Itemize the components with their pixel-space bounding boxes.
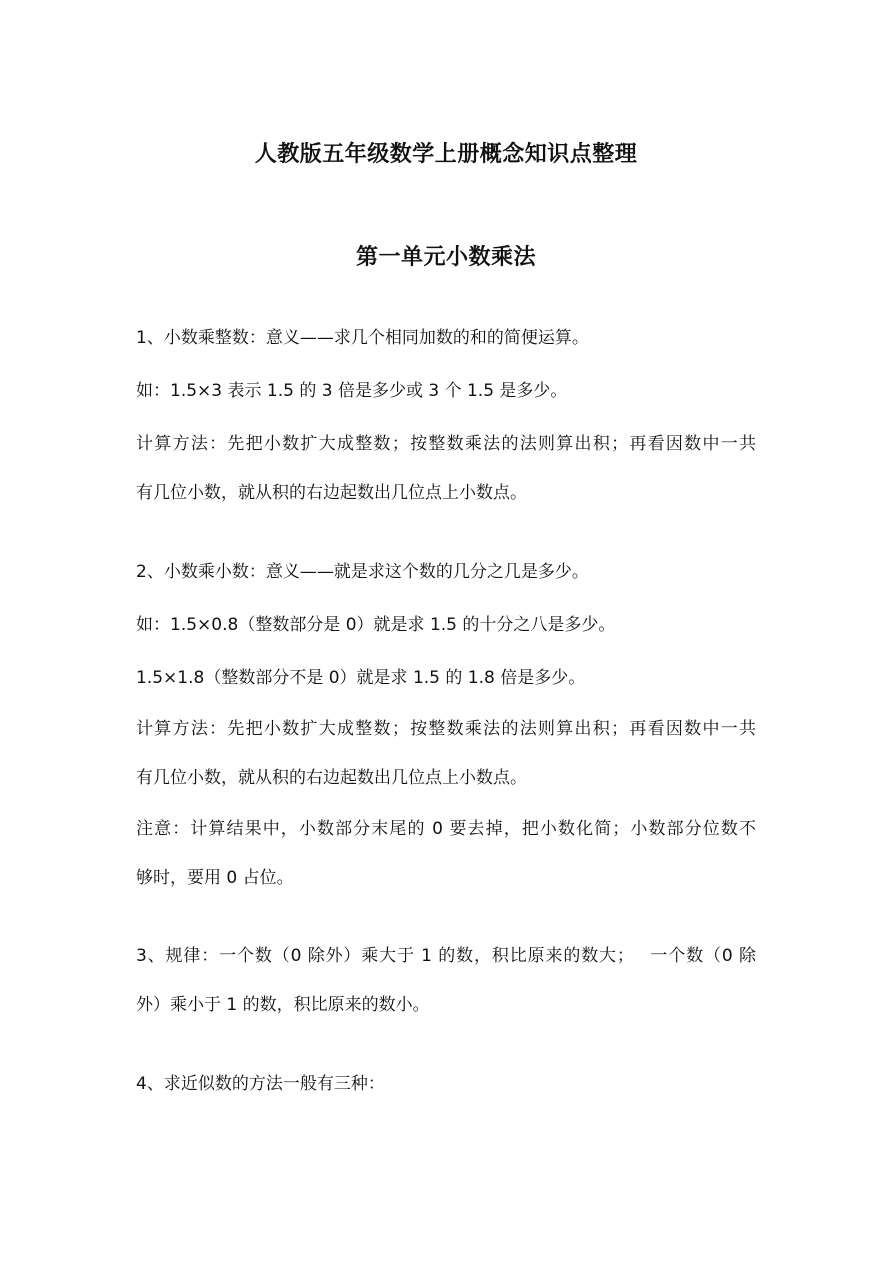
paragraph-line: 2、小数乘小数：意义——就是求这个数的几分之几是多少。: [136, 562, 589, 582]
paragraph-line: 1、小数乘整数：意义——求几个相同加数的和的简便运算。: [136, 328, 589, 348]
paragraph-line: 1.5×1.8（整数部分不是 0）就是求 1.5 的 1.8 倍是多少。: [136, 668, 586, 688]
paragraph-line: 注意：计算结果中，小数部分末尾的 0 要去掉，把小数化简；小数部分位数不: [136, 819, 756, 839]
paragraph-line: 计算方法：先把小数扩大成整数；按整数乘法的法则算出积；再看因数中一共: [136, 719, 756, 739]
paragraph-line: 4、求近似数的方法一般有三种：: [136, 1074, 385, 1094]
document-title: 人教版五年级数学上册概念知识点整理: [254, 142, 638, 167]
paragraph-line: 外）乘小于 1 的数，积比原来的数小。: [136, 995, 430, 1015]
paragraph-line: 有几位小数，就从积的右边起数出几位点上小数点。: [136, 483, 527, 503]
paragraph-line: 3、规律：一个数（0 除外）乘大于 1 的数，积比原来的数大； 一个数（0 除: [136, 946, 756, 966]
paragraph-line: 如：1.5×3 表示 1.5 的 3 倍是多少或 3 个 1.5 是多少。: [136, 381, 568, 401]
paragraph-line: 够时，要用 0 占位。: [136, 868, 294, 888]
unit-title: 第一单元小数乘法: [355, 245, 536, 270]
paragraph-line: 如：1.5×0.8（整数部分是 0）就是求 1.5 的十分之八是多少。: [136, 615, 616, 635]
paragraph-line: 有几位小数，就从积的右边起数出几位点上小数点。: [136, 768, 527, 788]
paragraph-line: 计算方法：先把小数扩大成整数；按整数乘法的法则算出积；再看因数中一共: [136, 434, 756, 454]
